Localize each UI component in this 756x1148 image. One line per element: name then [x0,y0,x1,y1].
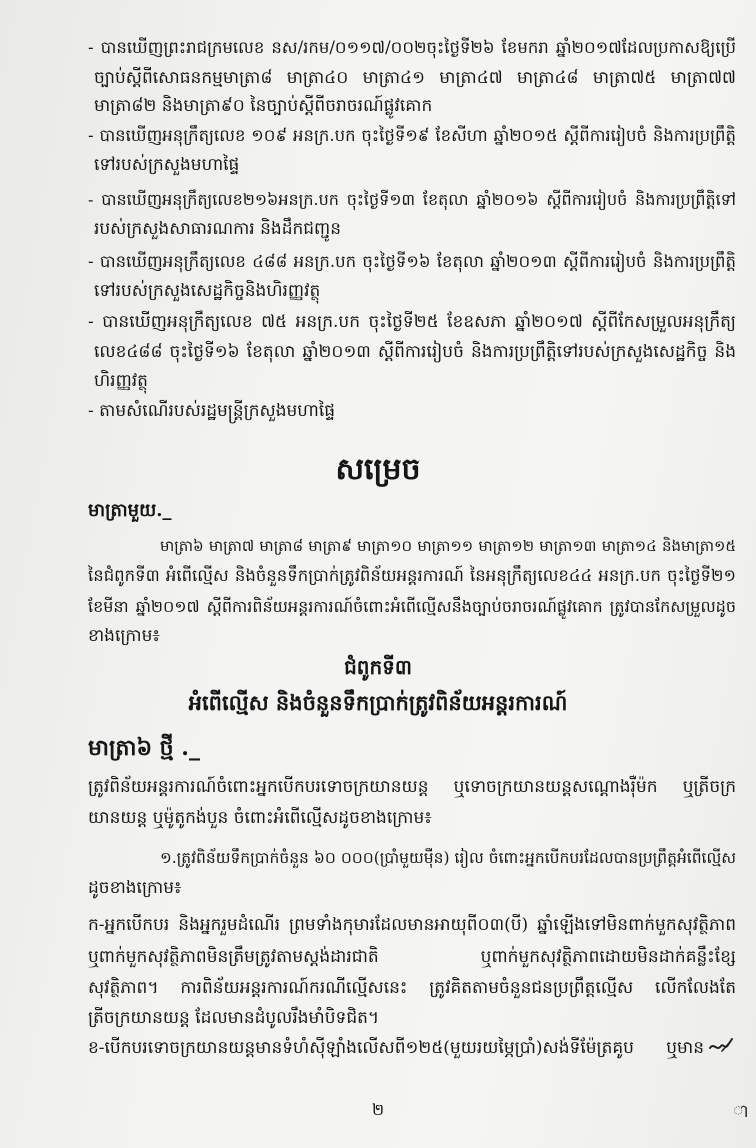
edge-page-mark: ា [733,1101,749,1122]
article-one-line: ខែមីនា ឆ្នាំ២០១៧ ស្តីពីការពិន័យអន្តរការណ៍ចំពោះអំពើល្មើសនឹងច្បាប់ចរាចរណ៍ផ្លូវគោក ត្រូវបានកែសម្រួលដូច [88,597,736,616]
preamble-line: - បានឃើញអនុក្រឹត្យលេខ ៤៨៨ អនក្រ.បក ចុះថ្ងៃទី១៦ ខែតុលា ឆ្នាំ២០១៣ ស្តីពីការរៀបចំ និងការប្រព្រឹត្តិ [88,252,736,271]
handwritten-mark-icon [708,1036,734,1056]
preamble-line: របស់ក្រសួងសាធារណការ និងដឹកជញ្ជូន [94,219,342,239]
chapter-number: ជំពូកទី៣ [344,655,412,679]
preamble-line: - បានឃើញព្រះរាជក្រមលេខ នស/រកម/០១១៧/០០២ចុះថ្ងៃទី២៦ ខែមករា ឆ្នាំ២០១៧ដែលប្រកាសឱ្យប្រើ [88,38,736,57]
preamble-line: លេខ៤៨៨ ចុះថ្ងៃទី១៦ ខែតុលា ឆ្នាំ២០១៣ ស្តីពីការរៀបចំ និងការប្រព្រឹត្តិទៅរបស់ក្រសួងសេដ្ឋកិច្ច និង [94,342,736,362]
preamble-line: មាត្រា៨២ និងមាត្រា៩០ នៃច្បាប់ស្តីពីចរាចរណ៍ផ្លូវគោក [94,96,433,116]
chapter-title: អំពើល្មើស និងចំនួនទឹកប្រាក់ត្រូវពិន័យអន្តរការណ៍ [188,690,568,715]
preamble-line: ទៅរបស់ក្រសួងសេដ្ឋកិច្ចនិងហិរញ្ញវត្ថុ [94,281,321,301]
article-six-label: មាត្រា៦ ថ្មី ._ [88,735,200,761]
article-one-line: នៃជំពូកទី៣ អំពើល្មើស និងចំនួនទឹកប្រាក់ត្រូវពិន័យអន្តរការណ៍ នៃអនុក្រឹត្យលេខ៤៤ អនក្រ.បក ចុះថ្ងៃទី២១ [88,566,736,585]
item-1-line: ១.ត្រូវពិន័យទឹកប្រាក់ចំនួន ៦០ ០០០(ប្រាំមួយម៉ឺន) រៀល ចំពោះអ្នកបើកបរដែលបានប្រព្រឹត្តអំពើល្មើស [160,849,736,867]
page-number: ២ [371,1100,385,1119]
item-ka-line: ត្រីចក្រយានយន្ត ដែលមានដំបូលរឹងមាំបិទជិត។ [88,1008,380,1028]
item-ka-line: ក-អ្នកបើកបរ និងអ្នករួមដំណើរ ព្រមទាំងកុមារដែលមានអាយុពី០៣(បី) ឆ្នាំឡើងទៅមិនពាក់មួកសុវត្ថិភាព [88,915,736,935]
decision-heading: សម្រេច [335,452,421,487]
item-ka-line: សុវត្ថិភាព។ ការពិន័យអន្តរការណ៍ករណីល្មើសនេះ ត្រូវគិតតាមចំនួនជនប្រព្រឹត្តល្មើស លើកលែងតែ [88,978,736,998]
article-one-label: មាត្រាមួយ._ [88,500,172,521]
item-1-line: ដូចខាងក្រោម៖ [88,878,182,898]
preamble-line: - បានឃើញអនុក្រឹត្យលេខ២១៦អនក្រ.បក ចុះថ្ងៃទី១៣ ខែតុលា ឆ្នាំ២០១៦ ស្តីពីការរៀបចំ និងការប្រព្រឹត្តិទៅ [88,190,736,209]
item-kha-line: ខ-បើកបរទោចក្រយានយន្តមានទំហំស៊ីឡាំងលើសពី១២៥(មួយរយម្ភៃប្រាំ)សង់ទីម៉ែត្រគូប ឬមាន [88,1038,704,1058]
article-six-intro-line: ត្រូវពិន័យអន្តរការណ៍ចំពោះអ្នកបើកបរទោចក្រយានយន្ត ឬទោចក្រយានយន្តសណ្តោងរ៉ឺម៉ក ឬត្រីចក្រ [88,777,736,797]
article-one-line: ខាងក្រោម៖ [88,626,160,646]
preamble-line: - បានឃើញអនុក្រឹត្យលេខ ៧៥ អនក្រ.បក ចុះថ្ងៃទី២៥ ខែឧសភា ឆ្នាំ២០១៧ ស្តីពីកែសម្រួលអនុក្រឹត្យ [88,312,736,332]
preamble-line: ទៅរបស់ក្រសួងមហាផ្ទៃ [94,155,240,175]
article-one-line: មាត្រា៦ មាត្រា៧ មាត្រា៨ មាត្រា៩ មាត្រា១០ មាត្រា១១ មាត្រា១២ មាត្រា១៣ មាត្រា១៤ និងមាត្រា១៥ [160,537,736,555]
preamble-line: ហិរញ្ញវត្ថុ [94,371,148,391]
preamble-line: - បានឃើញអនុក្រឹត្យលេខ ១០៩ អនក្រ.បក ចុះថ្ងៃទី១៩ ខែសីហា ឆ្នាំ២០១៥ ស្តីពីការរៀបចំ និងការប្រព្រឹត្តិ [88,126,736,145]
preamble-line: - តាមសំណើរបស់រដ្ឋមន្ត្រីក្រសួងមហាផ្ទៃ [88,401,336,421]
preamble-line: ច្បាប់ស្តីពីសោធនកម្មមាត្រា៨ មាត្រា៤០ មាត្រា៤១ មាត្រា៤៧ មាត្រា៤៨ មាត្រា៧៥ មាត្រា៧៧ [94,68,736,88]
article-six-intro-line: យានយន្ត ឬម៉ូតូកង់បួន ចំពោះអំពើល្មើសដូចខាងក្រោម៖ [88,808,432,828]
item-ka-line: ឬពាក់មួកសុវត្ថិភាពមិនត្រឹមត្រូវតាមស្តង់ដារជាតិ ឬពាក់មួកសុវត្ថិភាពដោយមិនដាក់គន្លឹះខ្សែ [88,947,736,967]
